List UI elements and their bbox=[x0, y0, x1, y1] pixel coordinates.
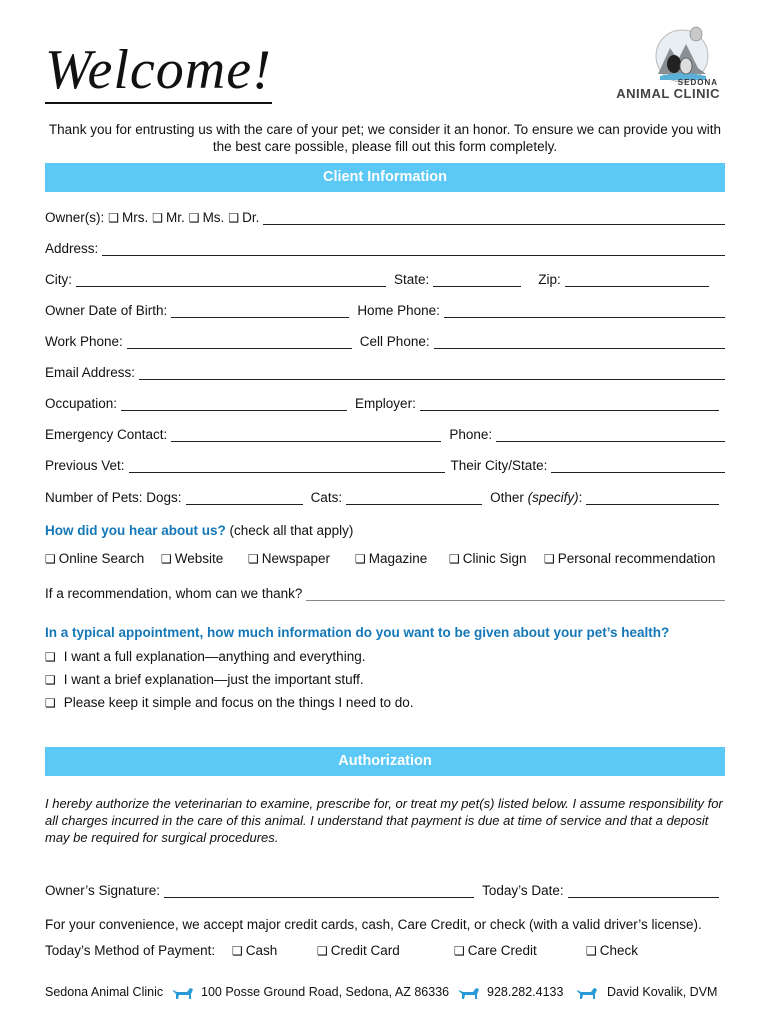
email-field[interactable] bbox=[139, 365, 725, 380]
occupation-row bbox=[45, 391, 725, 411]
referral-options bbox=[45, 551, 725, 571]
emergency-label: Emergency Contact: bbox=[45, 427, 168, 442]
email-label: Email Address: bbox=[45, 365, 136, 380]
footer-clinic-name: Sedona Animal Clinic bbox=[45, 985, 164, 999]
info-question: In a typical appointment, how much information do you want to be given about your pet’s health? bbox=[45, 625, 670, 640]
page-title: Welcome! bbox=[45, 38, 272, 104]
checkbox-icon[interactable]: ❑ bbox=[586, 944, 597, 958]
signature-row bbox=[45, 878, 725, 898]
footer-phone: 928.282.4133 bbox=[487, 985, 564, 999]
pets-row bbox=[45, 485, 725, 505]
checkbox-icon[interactable]: ❑ bbox=[232, 944, 243, 958]
dob-field[interactable] bbox=[171, 303, 349, 318]
their-city-label: Their City/State: bbox=[450, 458, 548, 473]
city-label: City: bbox=[45, 272, 72, 287]
checkbox-icon[interactable]: ❑ bbox=[45, 650, 56, 664]
date-field[interactable] bbox=[568, 883, 719, 898]
logo-name: ANIMAL CLINIC bbox=[616, 86, 720, 101]
city-row bbox=[45, 267, 725, 287]
checkbox-icon[interactable]: ❑ bbox=[45, 552, 56, 566]
intro-text: Thank you for entrusting us with the care of your pet; we consider it an honor. To ensure we can provide you with the best care possible, please fill out this form completely. bbox=[48, 122, 722, 154]
zip-label: Zip: bbox=[538, 272, 561, 287]
signature-label: Owner’s Signature: bbox=[45, 883, 161, 898]
dog-icon bbox=[457, 984, 481, 1000]
checkbox-icon[interactable]: ❑ bbox=[152, 211, 164, 225]
recommendation-row bbox=[45, 581, 725, 601]
other-label: Other (specify): bbox=[490, 490, 583, 505]
emergency-row bbox=[45, 422, 725, 442]
checkbox-icon[interactable]: ❑ bbox=[108, 211, 120, 225]
checkbox-icon[interactable]: ❑ bbox=[248, 552, 259, 566]
emergency-phone-field[interactable] bbox=[496, 427, 725, 442]
referral-question: How did you hear about us? bbox=[45, 523, 226, 538]
referral-note: (check all that apply) bbox=[225, 523, 354, 538]
recommendation-field[interactable] bbox=[306, 586, 725, 601]
state-field[interactable] bbox=[433, 272, 521, 287]
work-phone-field[interactable] bbox=[127, 334, 352, 349]
checkbox-icon[interactable]: ❑ bbox=[454, 944, 465, 958]
payment-credit-card[interactable]: ❑ Credit Card bbox=[317, 943, 400, 958]
address-row bbox=[45, 236, 725, 256]
info-question-row bbox=[45, 620, 725, 640]
dogs-field[interactable] bbox=[186, 490, 303, 505]
checkbox-icon[interactable]: ❑ bbox=[544, 552, 555, 566]
address-label: Address: bbox=[45, 241, 99, 256]
info-option-brief[interactable]: ❑ I want a brief explanation—just the important stuff. bbox=[45, 672, 364, 687]
occupation-field[interactable] bbox=[121, 396, 347, 411]
title-mr-option[interactable]: ❑ Mr. bbox=[152, 210, 185, 225]
owner-label: Owner(s): bbox=[45, 210, 105, 225]
dog-icon bbox=[171, 984, 195, 1000]
employer-label: Employer: bbox=[355, 396, 416, 411]
other-pets-field[interactable] bbox=[586, 490, 719, 505]
referral-clinic-sign[interactable]: ❑ Clinic Sign bbox=[449, 551, 527, 566]
payment-care-credit[interactable]: ❑ Care Credit bbox=[454, 943, 537, 958]
checkbox-icon[interactable]: ❑ bbox=[161, 552, 172, 566]
checkbox-icon[interactable]: ❑ bbox=[45, 696, 56, 710]
cell-phone-label: Cell Phone: bbox=[359, 334, 430, 349]
payment-label: Today’s Method of Payment: bbox=[45, 943, 216, 958]
dogs-label: Number of Pets: Dogs: bbox=[45, 490, 182, 505]
previous-vet-row bbox=[45, 453, 725, 473]
client-info-heading: Client Information bbox=[45, 163, 725, 192]
state-label: State: bbox=[394, 272, 430, 287]
authorization-text: I hereby authorize the veterinarian to examine, prescribe for, or treat my pet(s) listed below. I assume responsibility for all charges incurred in the care of this animal. I understand that payment is due at time of service and that a deposit may be required for surgical procedures. bbox=[45, 796, 723, 845]
work-phone-label: Work Phone: bbox=[45, 334, 123, 349]
their-city-field[interactable] bbox=[551, 458, 725, 473]
checkbox-icon[interactable]: ❑ bbox=[317, 944, 328, 958]
home-phone-label: Home Phone: bbox=[357, 303, 440, 318]
convenience-text: For your convenience, we accept major credit cards, cash, Care Credit, or check (with a valid driver’s license). bbox=[45, 917, 702, 932]
work-phone-row bbox=[45, 329, 725, 349]
city-field[interactable] bbox=[76, 272, 386, 287]
checkbox-icon[interactable]: ❑ bbox=[45, 673, 56, 687]
checkbox-icon[interactable]: ❑ bbox=[228, 211, 240, 225]
signature-field[interactable] bbox=[164, 883, 474, 898]
cats-label: Cats: bbox=[310, 490, 343, 505]
payment-row bbox=[45, 943, 725, 963]
home-phone-field[interactable] bbox=[444, 303, 725, 318]
footer-address: 100 Posse Ground Road, Sedona, AZ 86336 bbox=[201, 985, 450, 999]
zip-field[interactable] bbox=[565, 272, 709, 287]
emergency-phone-label: Phone: bbox=[449, 427, 493, 442]
convenience-row bbox=[45, 912, 725, 932]
email-row bbox=[45, 360, 725, 380]
referral-question-row bbox=[45, 518, 725, 538]
referral-online-search[interactable]: ❑ Online Search bbox=[45, 551, 145, 566]
footer bbox=[45, 985, 725, 1003]
owner-name-field[interactable] bbox=[263, 210, 725, 225]
referral-website[interactable]: ❑ Website bbox=[161, 551, 224, 566]
footer-doctor: David Kovalik, DVM bbox=[607, 985, 718, 999]
dob-label: Owner Date of Birth: bbox=[45, 303, 168, 318]
address-field[interactable] bbox=[102, 241, 725, 256]
title-mrs-option[interactable]: ❑ Mrs. bbox=[108, 210, 149, 225]
recommendation-label: If a recommendation, whom can we thank? bbox=[45, 586, 303, 601]
payment-check[interactable]: ❑ Check bbox=[586, 943, 639, 958]
emergency-field[interactable] bbox=[171, 427, 441, 442]
owner-row bbox=[45, 205, 725, 225]
title-dr-option[interactable]: ❑ Dr. bbox=[228, 210, 260, 225]
payment-cash[interactable]: ❑ Cash bbox=[232, 943, 278, 958]
authorization-heading: Authorization bbox=[45, 747, 725, 776]
cell-phone-field[interactable] bbox=[434, 334, 725, 349]
checkbox-icon[interactable]: ❑ bbox=[188, 211, 200, 225]
employer-field[interactable] bbox=[420, 396, 719, 411]
dog-icon bbox=[575, 984, 599, 1000]
info-option-simple[interactable]: ❑ Please keep it simple and focus on the things I need to do. bbox=[45, 695, 414, 710]
checkbox-icon[interactable]: ❑ bbox=[449, 552, 460, 566]
previous-vet-field[interactable] bbox=[129, 458, 445, 473]
previous-vet-label: Previous Vet: bbox=[45, 458, 125, 473]
info-option-full[interactable]: ❑ I want a full explanation—anything and everything. bbox=[45, 649, 366, 664]
dob-row bbox=[45, 298, 725, 318]
referral-personal-recommendation[interactable]: ❑ Personal recommendation bbox=[544, 551, 716, 566]
cats-field[interactable] bbox=[346, 490, 482, 505]
referral-magazine[interactable]: ❑ Magazine bbox=[355, 551, 428, 566]
checkbox-icon[interactable]: ❑ bbox=[355, 552, 366, 566]
date-label: Today’s Date: bbox=[482, 883, 564, 898]
referral-newspaper[interactable]: ❑ Newspaper bbox=[248, 551, 331, 566]
title-ms-option[interactable]: ❑ Ms. bbox=[188, 210, 225, 225]
occupation-label: Occupation: bbox=[45, 396, 118, 411]
logo-subtitle: SEDONA bbox=[677, 78, 718, 87]
